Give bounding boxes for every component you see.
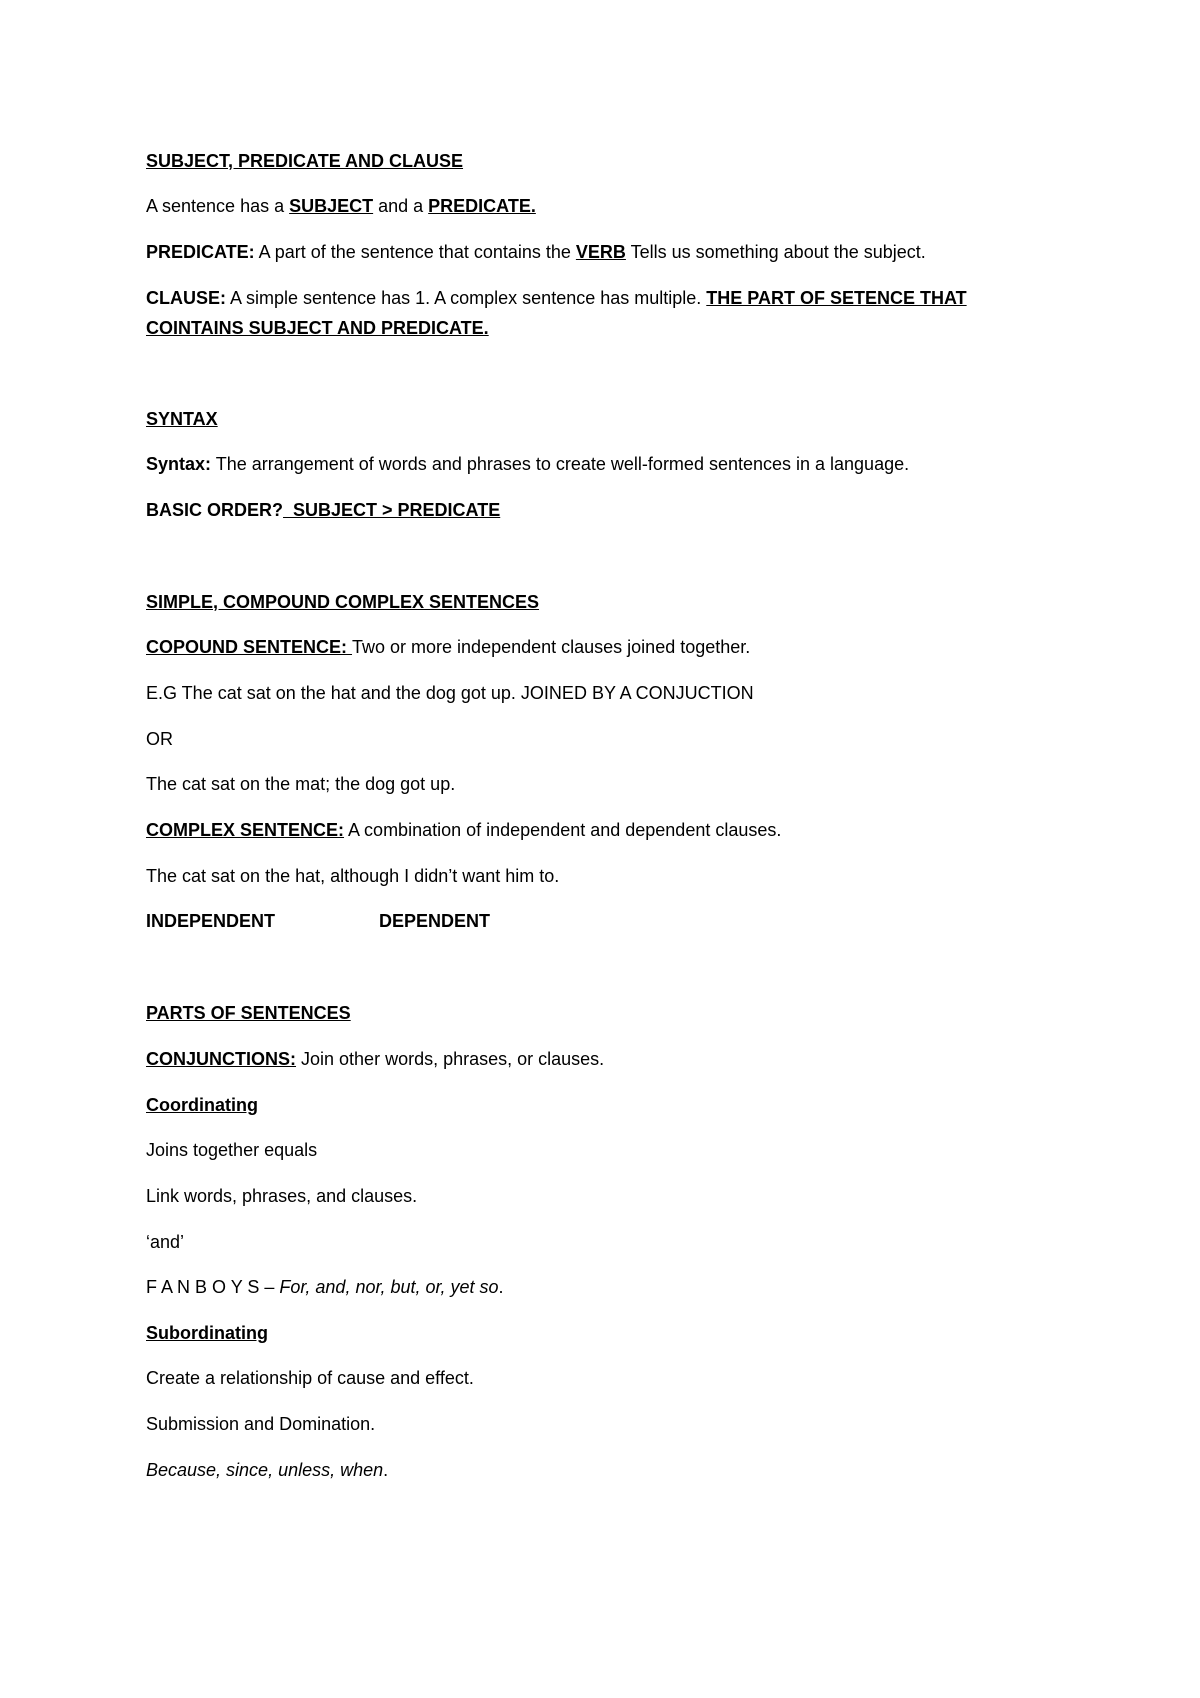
syntax-definition: Syntax: The arrangement of words and phrases to create well-formed sentences in a language. [146,454,910,474]
conjunctions-definition: CONJUNCTIONS: Join other words, phrases, or clauses. [146,1049,605,1069]
heading-sentence-types: SIMPLE, COMPOUND COMPLEX SENTENCES [146,592,540,612]
clause-definition: CLAUSE: A simple sentence has 1. A complex sentence has multiple. THE PART OF SETENCE THAT COINTAINS SUBJECT AND PREDICATE. [146,288,967,338]
example-complex: The cat sat on the hat, although I didn’t want him to. [146,866,560,886]
example-compound-semicolon: The cat sat on the mat; the dog got up. [146,774,456,794]
subordinating-line-1: Create a relationship of cause and effect. [146,1368,474,1388]
or-separator: OR [146,729,173,749]
coordinating-line-1: Joins together equals [146,1140,318,1160]
heading-syntax: SYNTAX [146,409,218,429]
subordinating-line-2: Submission and Domination. [146,1414,376,1434]
predicate-definition: PREDICATE: A part of the sentence that contains the VERB Tells us something about the subject. [146,242,926,262]
fanboys-line: F A N B O Y S – For, and, nor, but, or, yet so. [146,1277,504,1297]
subordinating-subheading: Subordinating [146,1323,268,1343]
basic-order-line: BASIC ORDER? SUBJECT > PREDICATE [146,500,501,520]
subordinating-line-3: Because, since, unless, when. [146,1460,389,1480]
sentence-definition-line: A sentence has a SUBJECT and a PREDICATE. [146,196,536,216]
example-compound-conjunction: E.G The cat sat on the hat and the dog got up. JOINED BY A CONJUCTION [146,683,754,703]
complex-sentence-definition: COMPLEX SENTENCE: A combination of independent and dependent clauses. [146,820,782,840]
independent-label: INDEPENDENT [146,911,276,931]
heading-subject-predicate-clause: SUBJECT, PREDICATE AND CLAUSE [146,151,464,171]
coordinating-line-3: ‘and’ [146,1232,185,1252]
heading-parts-of-sentences: PARTS OF SENTENCES [146,1003,351,1023]
clause-labels-row [146,907,746,935]
coordinating-line-2: Link words, phrases, and clauses. [146,1186,418,1206]
coordinating-subheading: Coordinating [146,1095,258,1115]
compound-sentence-definition: COPOUND SENTENCE: Two or more independent clauses joined together. [146,637,751,657]
dependent-label: DEPENDENT [379,911,491,931]
